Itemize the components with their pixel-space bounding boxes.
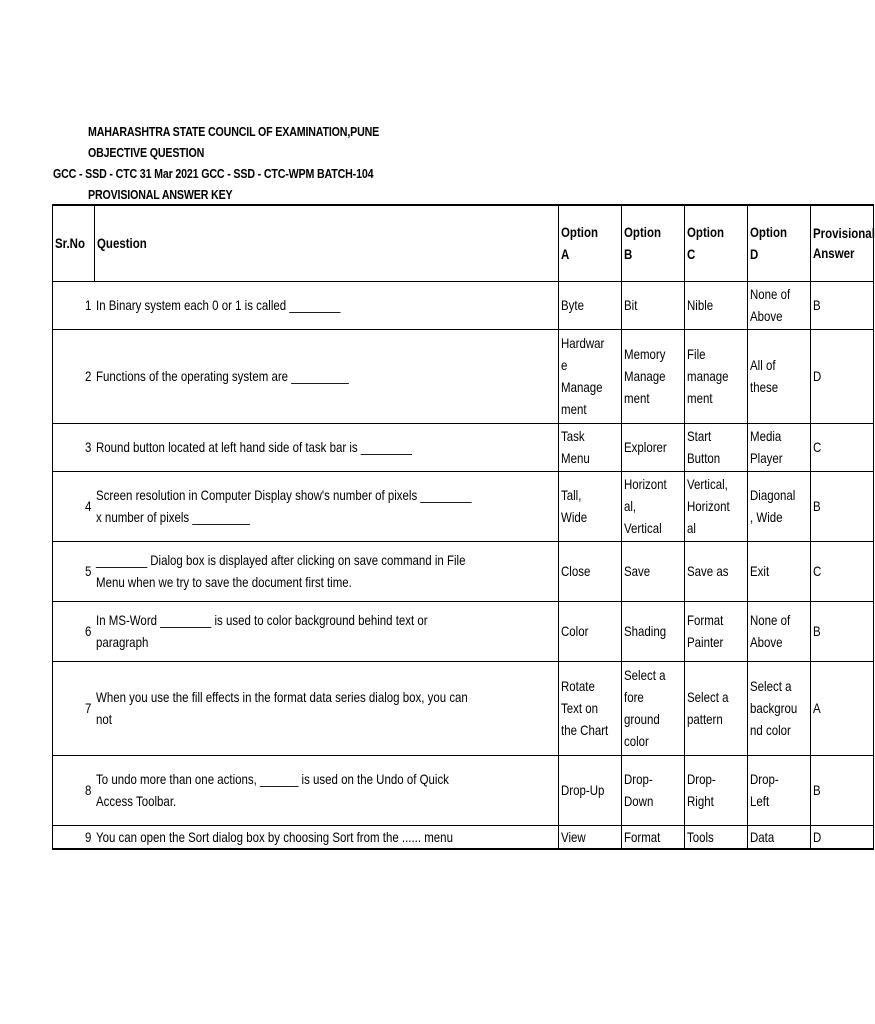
option-c-cell: Start Button <box>685 423 748 471</box>
answer-cell: D <box>811 329 874 423</box>
option-a-cell: Drop-Up <box>559 755 622 825</box>
option-a-cell: Byte <box>559 281 622 329</box>
question-cell: You can open the Sort dialog box by choosing Sort from the ...... menu <box>94 825 559 849</box>
answer-cell: C <box>811 423 874 471</box>
question-cell: In Binary system each 0 or 1 is called ________ <box>94 281 559 329</box>
option-d-cell: Drop-Left <box>748 755 811 825</box>
option-d-cell: None of Above <box>748 601 811 661</box>
answer-cell: A <box>811 661 874 755</box>
option-b-cell: Select a fore ground color <box>622 661 685 755</box>
option-c-cell: Select a pattern <box>685 661 748 755</box>
option-b-cell: Save <box>622 541 685 601</box>
option-b-cell: Drop-Down <box>622 755 685 825</box>
option-c-cell: File manage ment <box>685 329 748 423</box>
option-a-header: Option A <box>559 205 622 281</box>
option-d-cell: Data <box>748 825 811 849</box>
option-a-cell: Tall, Wide <box>559 471 622 541</box>
question-cell: Round button located at left hand side of task bar is ________ <box>94 423 559 471</box>
option-c-cell: Tools <box>685 825 748 849</box>
answer-cell: B <box>811 601 874 661</box>
option-d-cell: Select a background color <box>748 661 811 755</box>
question-header: Question <box>94 205 559 281</box>
row-number: 6 <box>53 601 95 661</box>
row-number: 2 <box>53 329 95 423</box>
answer-cell: B <box>811 281 874 329</box>
option-c-cell: Format Painter <box>685 601 748 661</box>
table-row <box>53 281 874 329</box>
question-cell: To undo more than one actions, ______ is used on the Undo of Quick Access Toolbar. <box>94 755 559 825</box>
answer-cell: D <box>811 825 874 849</box>
document-subtitle: OBJECTIVE QUESTION <box>88 145 205 160</box>
row-number: 8 <box>53 755 95 825</box>
question-cell: ________ Dialog box is displayed after clicking on save command in File Menu when we try to save the document first time. <box>94 541 559 601</box>
council-title: MAHARASHTRA STATE COUNCIL OF EXAMINATION,PUNE <box>88 124 380 139</box>
table-row <box>53 601 874 661</box>
table-row <box>53 825 874 849</box>
question-cell: Functions of the operating system are _________ <box>94 329 559 423</box>
option-b-cell: Format <box>622 825 685 849</box>
option-c-cell: Nible <box>685 281 748 329</box>
row-number: 3 <box>53 423 95 471</box>
question-cell: Screen resolution in Computer Display show's number of pixels ________ x number of pixels _________ <box>94 471 559 541</box>
question-cell: In MS-Word ________ is used to color background behind text or paragraph <box>94 601 559 661</box>
option-b-cell: Bit <box>622 281 685 329</box>
option-d-cell: All of these <box>748 329 811 423</box>
table-row <box>53 755 874 825</box>
option-d-cell: None of Above <box>748 281 811 329</box>
answer-cell: B <box>811 755 874 825</box>
srno-header: Sr.No <box>53 205 95 281</box>
row-number: 7 <box>53 661 95 755</box>
table-row <box>53 329 874 423</box>
table-header-row <box>53 205 874 281</box>
option-b-cell: Explorer <box>622 423 685 471</box>
table-row <box>53 471 874 541</box>
exam-batch-line: GCC - SSD - CTC 31 Mar 2021 GCC - SSD - CTC-WPM BATCH-104 <box>53 166 374 181</box>
option-a-cell: View <box>559 825 622 849</box>
provisional-answer-header: Provisional Answer <box>811 205 874 281</box>
option-d-header: Option D <box>748 205 811 281</box>
option-a-cell: Rotate Text on the Chart <box>559 661 622 755</box>
option-b-header: Option B <box>622 205 685 281</box>
option-a-cell: Hardware Management <box>559 329 622 423</box>
question-cell: When you use the fill effects in the format data series dialog box, you can not <box>94 661 559 755</box>
answer-key-table <box>52 204 874 850</box>
table-row <box>53 423 874 471</box>
answer-cell: B <box>811 471 874 541</box>
option-d-cell: Exit <box>748 541 811 601</box>
option-b-cell: Memory Manage ment <box>622 329 685 423</box>
option-b-cell: Horizontal, Vertical <box>622 471 685 541</box>
option-d-cell: Diagonal, Wide <box>748 471 811 541</box>
option-c-cell: Save as <box>685 541 748 601</box>
option-a-cell: Close <box>559 541 622 601</box>
option-b-cell: Shading <box>622 601 685 661</box>
row-number: 9 <box>53 825 95 849</box>
row-number: 5 <box>53 541 95 601</box>
option-c-cell: Drop-Right <box>685 755 748 825</box>
option-c-header: Option C <box>685 205 748 281</box>
table-row <box>53 661 874 755</box>
option-d-cell: Media Player <box>748 423 811 471</box>
option-c-cell: Vertical, Horizontal <box>685 471 748 541</box>
option-a-cell: Color <box>559 601 622 661</box>
answer-key-title: PROVISIONAL ANSWER KEY <box>88 187 233 202</box>
row-number: 4 <box>53 471 95 541</box>
option-a-cell: Task Menu <box>559 423 622 471</box>
table-row <box>53 541 874 601</box>
row-number: 1 <box>53 281 95 329</box>
answer-cell: C <box>811 541 874 601</box>
